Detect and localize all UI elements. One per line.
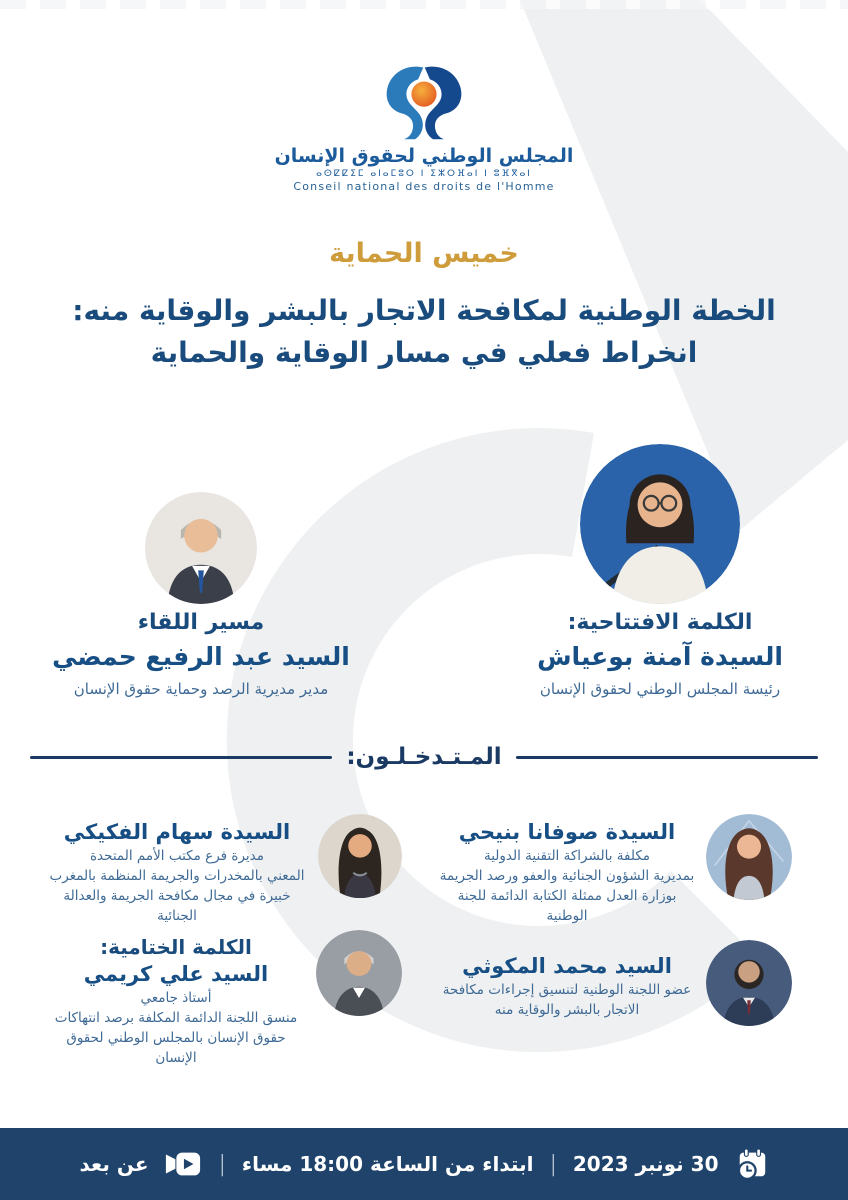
photo-soufana-benyahi bbox=[706, 814, 792, 900]
speaker-role-line: بمديرية الشؤون الجنائية والعفو ورصد الجريمة bbox=[439, 868, 695, 884]
opening-name: السيدة آمنة بوعياش bbox=[537, 642, 783, 671]
moderator-role: مدير مديرية الرصد وحماية حقوق الإنسان bbox=[73, 680, 329, 698]
speaker-name: السيدة صوفانا بنيحي bbox=[458, 820, 676, 844]
divider-line-right bbox=[516, 756, 818, 759]
speaker-name: السيد علي كريمي bbox=[83, 962, 269, 986]
speaker-role-line: أستاذ جامعي bbox=[140, 990, 212, 1006]
logo-title-tifinagh: ⴰⵙⵇⵇⵉⵎ ⴰⵏⴰⵎⵓⵔ ⵏ ⵉⵣⵔⴼⴰⵏ ⵏ ⵓⴼⴳⴰⵏ bbox=[316, 169, 532, 179]
photo-abderrafie-hamdi bbox=[145, 492, 257, 604]
top-pattern-strip bbox=[0, 0, 848, 9]
cndh-logo bbox=[0, 66, 848, 194]
divider-line-left bbox=[30, 756, 332, 759]
featured-opening-text bbox=[470, 608, 848, 700]
speaker-role-line: منسق اللجنة الدائمة المكلفة برصد انتهاكات bbox=[54, 1010, 298, 1026]
footer-separator: | bbox=[549, 1151, 557, 1177]
speaker-card-karimi bbox=[46, 930, 402, 1068]
event-kicker: خميس الحماية bbox=[329, 238, 519, 269]
featured-moderator bbox=[18, 492, 384, 698]
speaker-card-siham bbox=[46, 814, 402, 926]
event-title-line2: انخراط فعلي في مسار الوقاية والحماية bbox=[150, 336, 698, 369]
speaker-name: السيد محمد المكوثي bbox=[462, 954, 672, 978]
photo-ali-karimi bbox=[316, 930, 402, 1016]
speakers-heading: المـتـدخـلـون: bbox=[346, 744, 502, 770]
featured-moderator-text bbox=[18, 608, 384, 700]
event-title bbox=[0, 290, 848, 374]
moderator-label: مسير اللقاء bbox=[137, 610, 265, 635]
speaker-role-line: عضو اللجنة الوطنية لتنسيق إجراءات مكافحة bbox=[442, 982, 692, 998]
moderator-name: السيد عبد الرفيع حمضي bbox=[52, 642, 350, 671]
speaker-role-line: حقوق الإنسان بالمجلس الوطني لحقوق الإنسان bbox=[66, 1030, 286, 1066]
photo-mohamed-el-makouti bbox=[706, 940, 792, 1026]
event-title-line1: الخطة الوطنية لمكافحة الاتجار بالبشر والوقاية منه: bbox=[72, 294, 776, 327]
speaker-role-line: مكلفة بالشراكة التقنية الدولية bbox=[483, 848, 651, 864]
opening-label: الكلمة الافتتاحية: bbox=[567, 610, 753, 635]
logo-title-arabic: المجلس الوطني لحقوق الإنسان bbox=[274, 145, 574, 167]
speaker-role-line: خبيرة في مجال مكافحة الجريمة والعدالة الجنائية bbox=[63, 888, 291, 924]
footer-bar bbox=[0, 1128, 848, 1200]
speaker-role-line: المعني بالمخدرات والجريمة المنظمة بالمغرب bbox=[49, 868, 305, 884]
speaker-info bbox=[438, 814, 696, 926]
speaker-info bbox=[438, 940, 696, 1020]
cndh-logo-mark bbox=[372, 66, 476, 140]
featured-opening-speaker bbox=[470, 444, 848, 698]
video-camera-icon bbox=[164, 1150, 202, 1178]
speaker-role-line: بوزارة العدل ممثلة الكتابة الدائمة للجنة الوطنية bbox=[457, 888, 677, 924]
event-mode: عن بعد bbox=[79, 1152, 149, 1176]
event-time: ابتداء من الساعة 18:00 مساء bbox=[241, 1152, 534, 1176]
speaker-name: السيدة سهام الفكيكي bbox=[63, 820, 291, 844]
event-date: 30 نونبر 2023 bbox=[572, 1152, 719, 1176]
logo-title-french: Conseil national des droits de l'Homme bbox=[293, 180, 555, 193]
calendar-clock-icon bbox=[735, 1147, 769, 1181]
photo-amna-bouayach bbox=[580, 444, 740, 604]
closing-label: الكلمة الختامية: bbox=[100, 935, 252, 959]
footer-separator: | bbox=[218, 1151, 226, 1177]
opening-role: رئيسة المجلس الوطني لحقوق الإنسان bbox=[539, 680, 781, 698]
speaker-card-makouti bbox=[438, 940, 792, 1026]
photo-siham-el-fkiki bbox=[318, 814, 402, 898]
speaker-role-line: الاتجار بالبشر والوقاية منه bbox=[494, 1002, 640, 1018]
speaker-info bbox=[46, 930, 306, 1068]
speaker-role-line: مديرة فرع مكتب الأمم المتحدة bbox=[89, 848, 265, 864]
speakers-divider bbox=[30, 744, 818, 770]
speaker-card-soufana bbox=[438, 814, 792, 926]
speaker-info bbox=[46, 814, 308, 926]
